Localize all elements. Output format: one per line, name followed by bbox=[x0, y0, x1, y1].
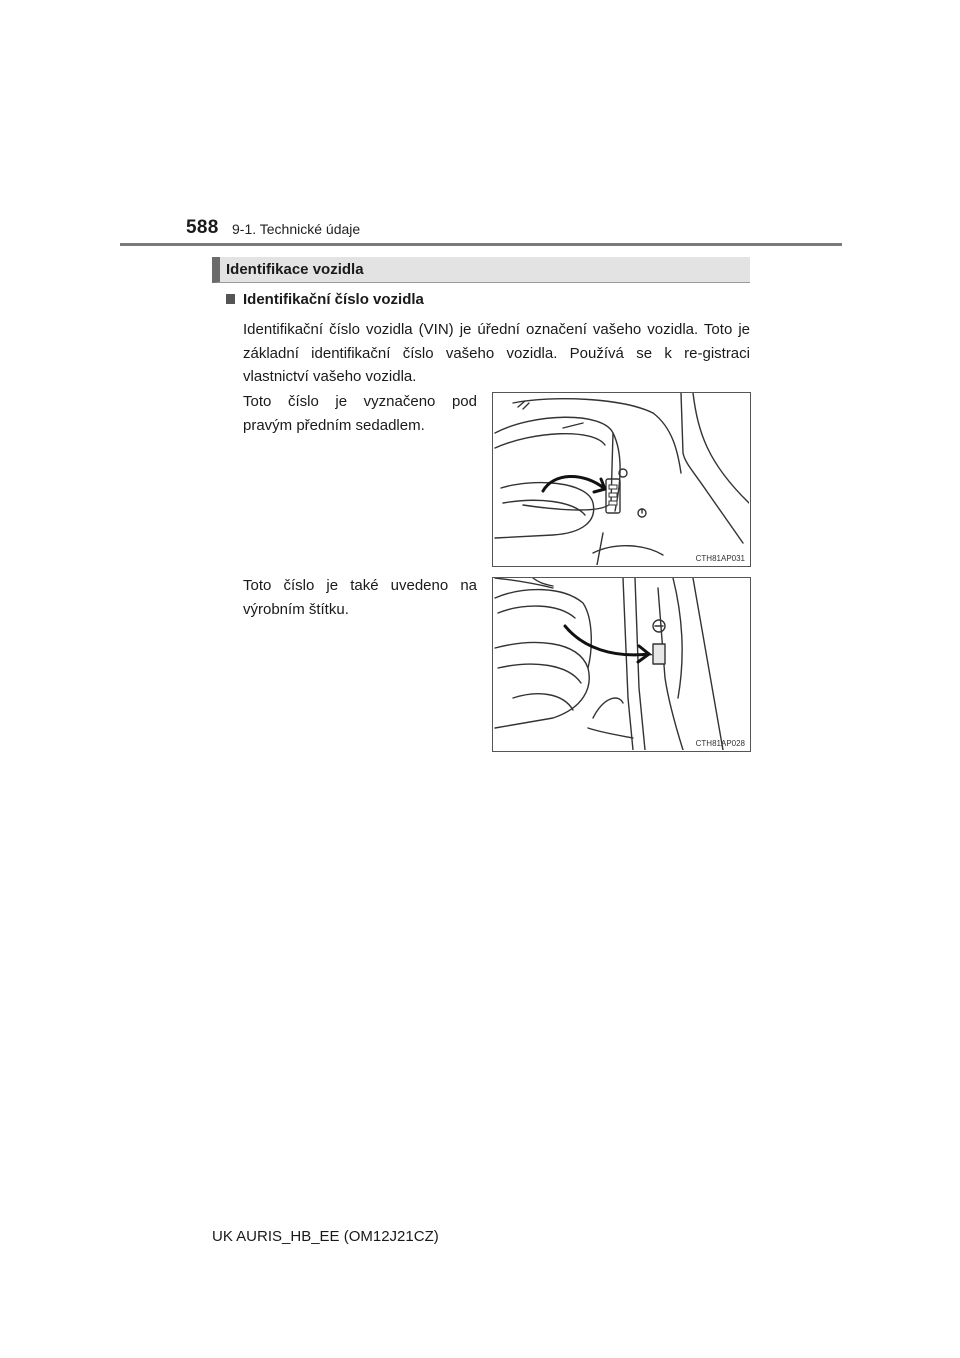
vin-paragraph: Identifikační číslo vozidla (VIN) je úřední označení vašeho vozidla. Toto je základní identifikační číslo vašeho vozidla. Používá se k re-gistraci vlastnictví vašeho vozidla. bbox=[243, 321, 750, 385]
footer-model: UK AURIS_HB_EE (OM12J21CZ) bbox=[212, 1228, 439, 1245]
subheading: Identifikační číslo vozidla bbox=[243, 291, 424, 308]
page-number: 588 bbox=[186, 217, 219, 238]
header-rule bbox=[120, 243, 842, 246]
figure-door-pillar bbox=[492, 577, 751, 752]
door-pillar-label-illustration-icon bbox=[493, 578, 749, 750]
note-under-seat: Toto číslo je vyznačeno pod pravým předním sedadlem. bbox=[243, 393, 477, 434]
figure-code: CTH81AP028 bbox=[695, 739, 745, 748]
figure-code: CTH81AP031 bbox=[695, 554, 745, 563]
section-title: Identifikace vozidla bbox=[226, 261, 364, 278]
seat-floor-vin-illustration-icon bbox=[493, 393, 749, 565]
arrow-icon bbox=[543, 476, 605, 492]
section-path: 9-1. Technické údaje bbox=[232, 221, 361, 237]
note-label-plate: Toto číslo je také uvedeno na výrobním štítku. bbox=[243, 577, 477, 618]
figure-seat-floor bbox=[492, 392, 751, 567]
square-bullet-icon bbox=[226, 294, 235, 304]
